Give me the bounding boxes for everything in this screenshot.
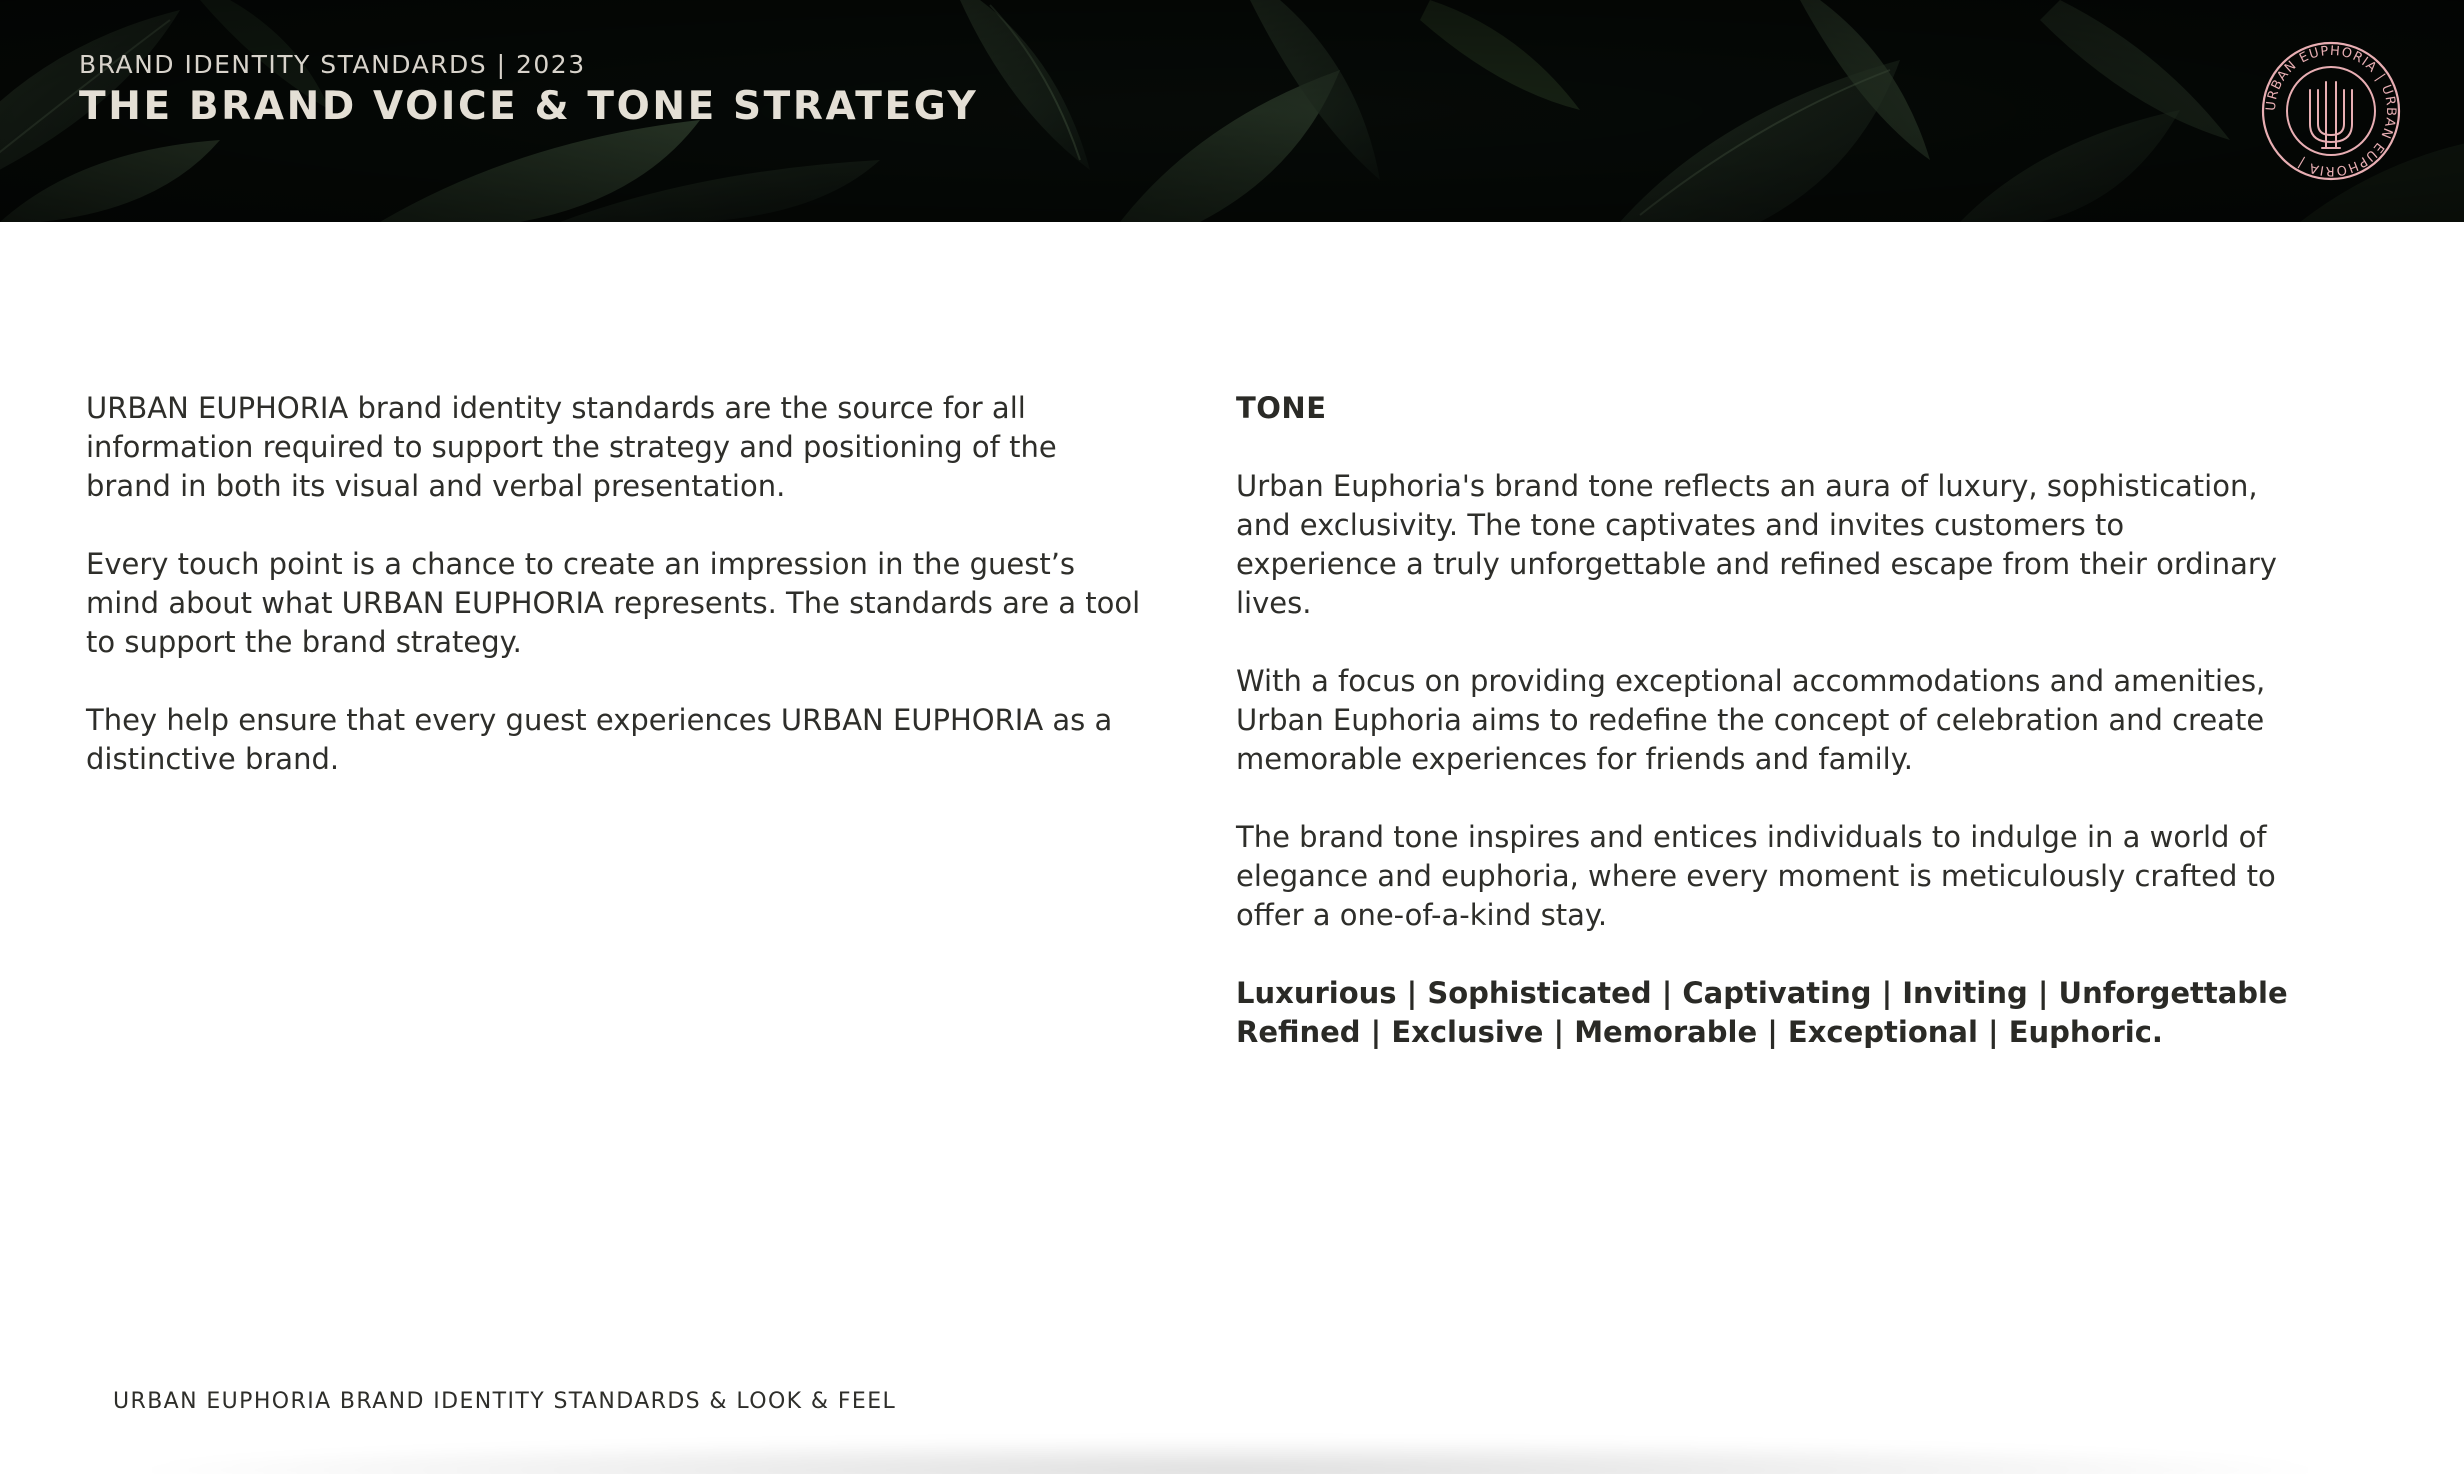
tone-heading: TONE [1236, 391, 1327, 425]
tone-keywords: Luxurious | Sophisticated | Captivating | Inviting | Unforgettable Refined | Exclusive | Memorable | Exceptional | Euphoric. [1236, 976, 2288, 1049]
page-title: THE BRAND VOICE & TONE STRATEGY [79, 84, 979, 129]
header-banner [0, 0, 2464, 222]
footer-shadow [140, 1440, 2320, 1474]
header-eyebrow: BRAND IDENTITY STANDARDS | 2023 [79, 50, 586, 79]
intro-paragraph-3: They help ensure that every guest experiences URBAN EUPHORIA as a distinctive brand. [86, 703, 1113, 776]
tone-column [1236, 389, 2336, 1091]
footer-label: URBAN EUPHORIA BRAND IDENTITY STANDARDS & LOOK & FEEL [113, 1389, 897, 1414]
tone-paragraph-2: With a focus on providing exceptional accommodations and amenities, Urban Euphoria aims to redefine the concept of celebration and create memorable experiences for friends and family. [1236, 664, 2266, 776]
urban-euphoria-logo-icon [2258, 38, 2404, 184]
logo-ring-text: URBAN EUPHORIA | URBAN EUPHORIA | [2263, 43, 2399, 179]
svg-text:URBAN EUPHORIA | URBAN EUPHORI [2264, 44, 2398, 178]
intro-paragraph-1: URBAN EUPHORIA brand identity standards are the source for all information required to support the strategy and positioning of the brand in both its visual and verbal presentation. [86, 391, 1057, 503]
intro-column [86, 389, 1186, 818]
tone-paragraph-3: The brand tone inspires and entices individuals to indulge in a world of elegance and euphoria, where every moment is meticulously crafted to offer a one-of-a-kind stay. [1236, 820, 2276, 932]
tone-paragraph-1: Urban Euphoria's brand tone reflects an aura of luxury, sophistication, and exclusivity. The tone captivates and invites customers to experience a truly unforgettable and refined escape from their ordinary lives. [1236, 469, 2277, 620]
intro-paragraph-2: Every touch point is a chance to create an impression in the guest’s mind about what URBAN EUPHORIA represents. The standards are a tool to support the brand strategy. [86, 547, 1141, 659]
